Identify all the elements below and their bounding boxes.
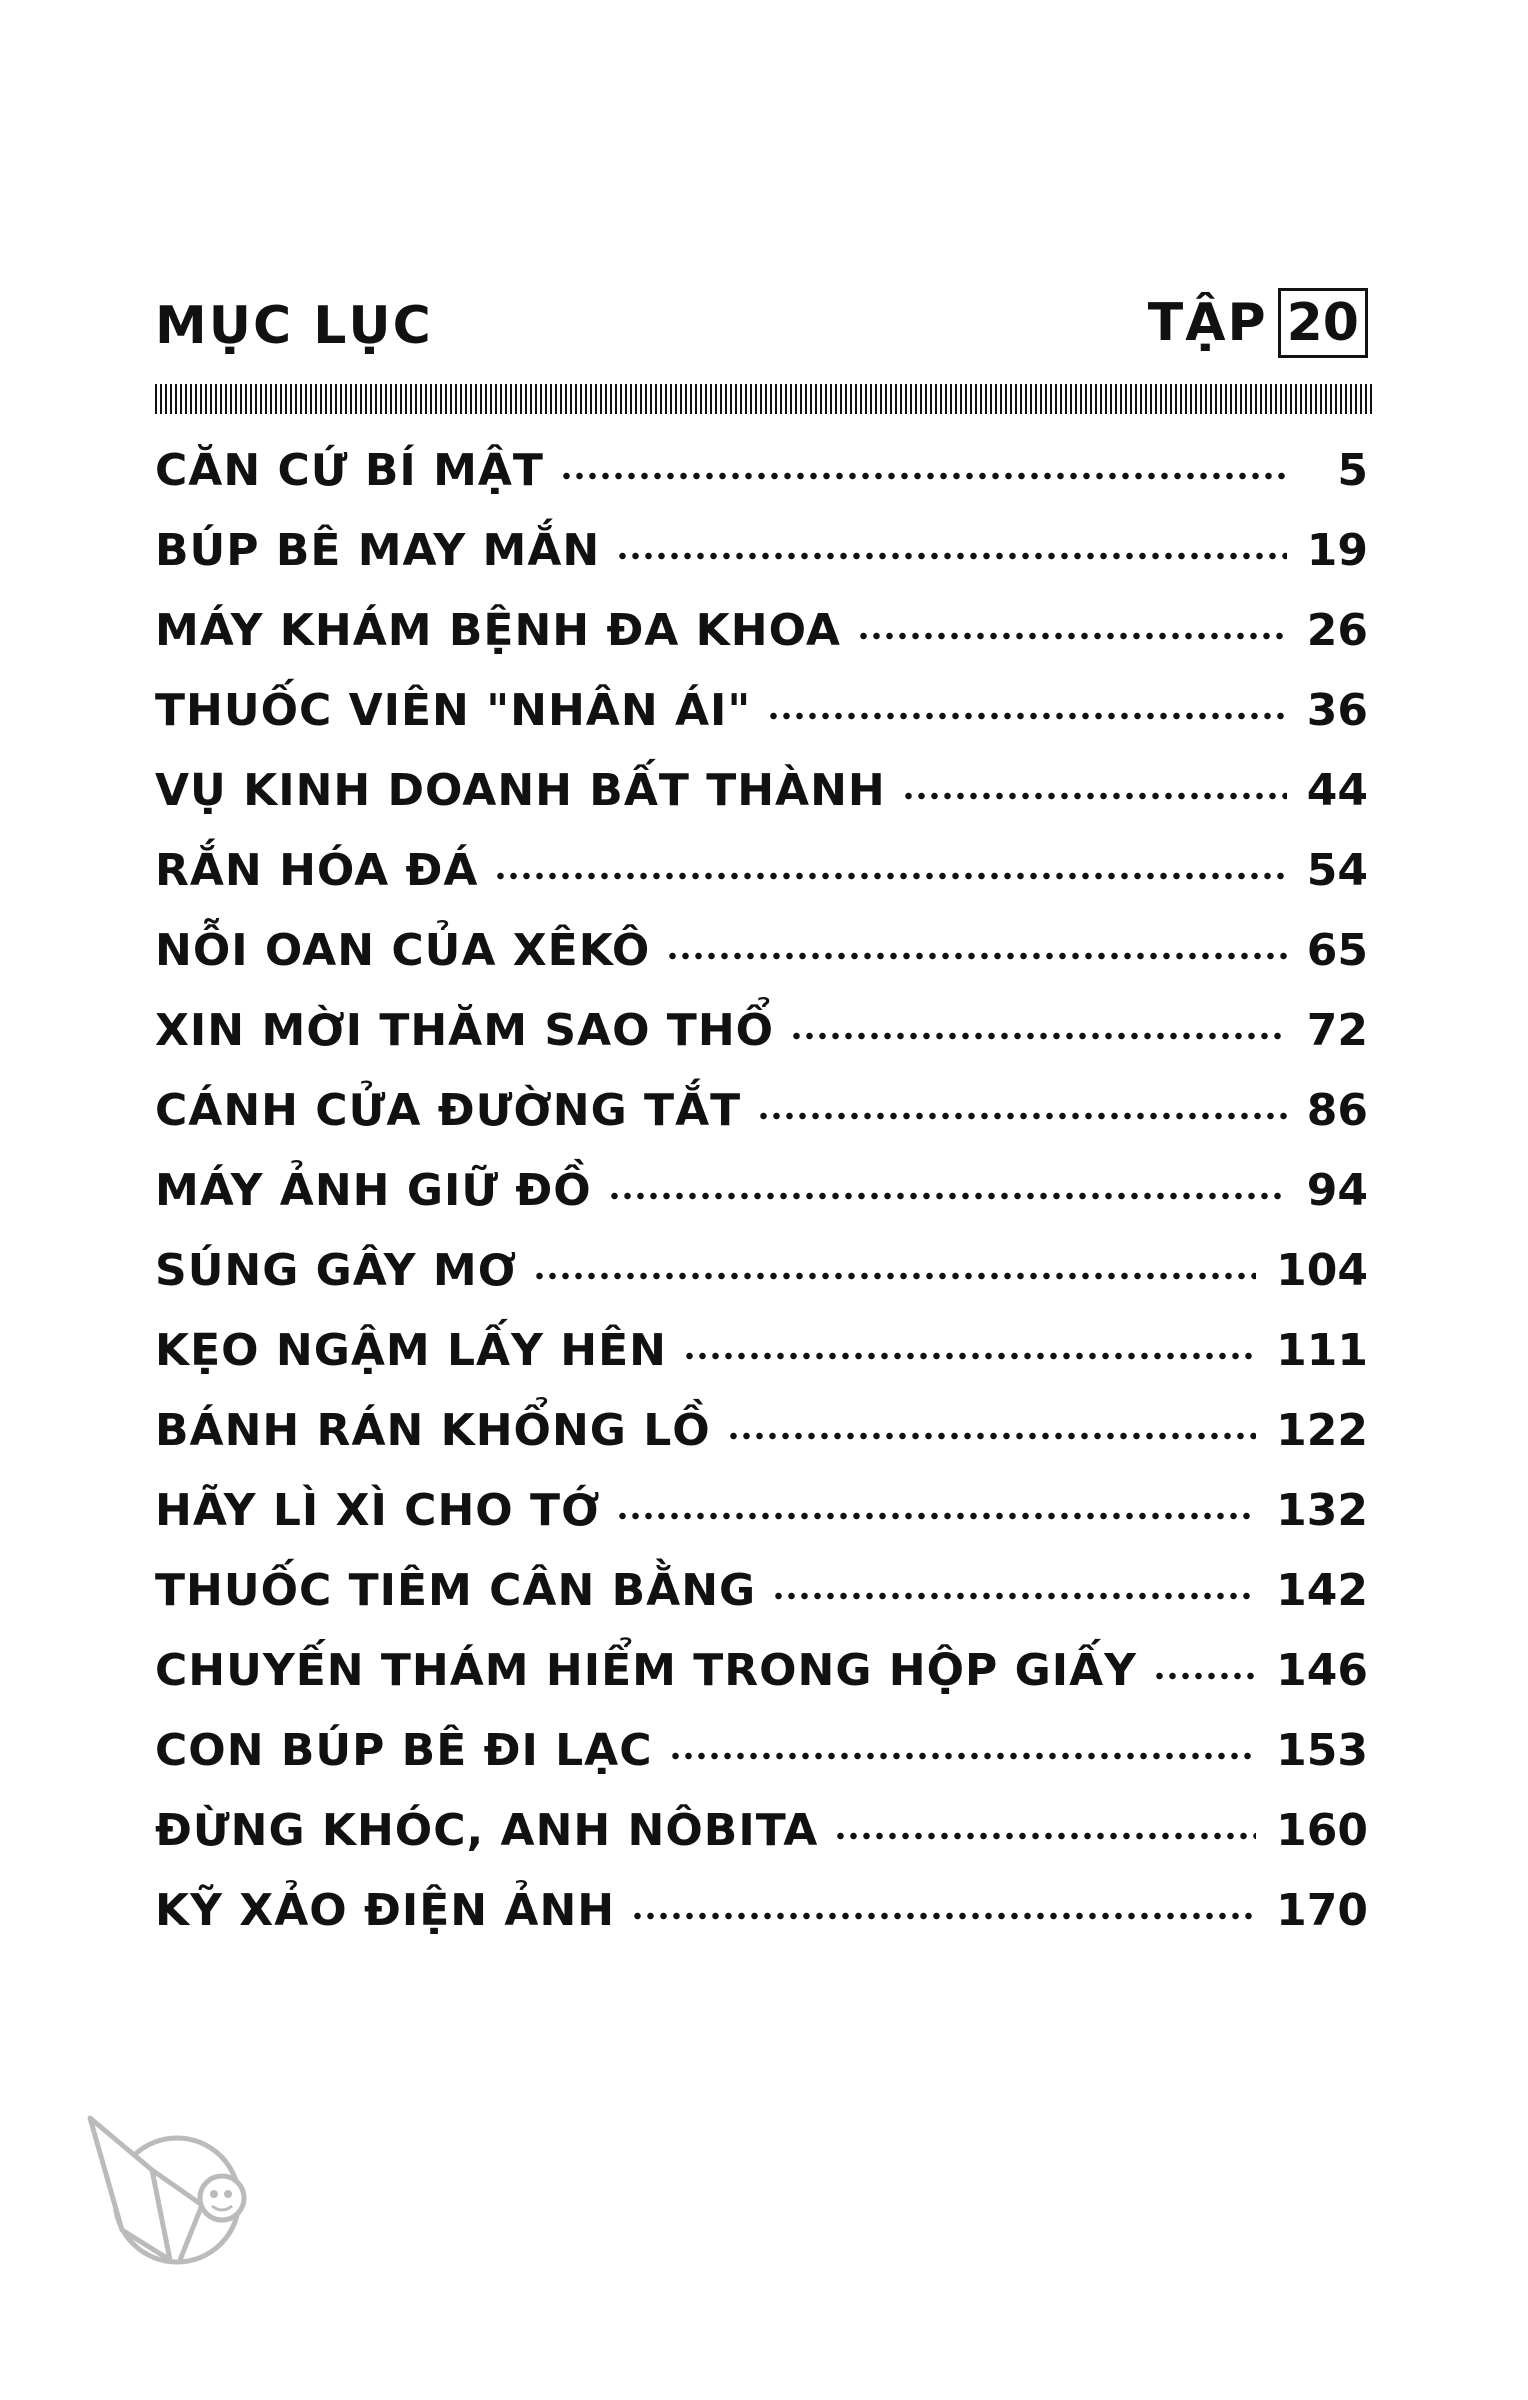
dot-leader <box>790 1032 1287 1040</box>
dot-leader <box>494 872 1286 880</box>
entry-title: SÚNG GÂY MƠ <box>155 1244 518 1296</box>
toc-entry[interactable] <box>155 1710 1368 1790</box>
entry-title: HÃY LÌ XÌ CHO TỚ <box>155 1484 601 1536</box>
header-separator <box>155 384 1372 414</box>
toc-entry[interactable] <box>155 1150 1368 1230</box>
toc-entry[interactable] <box>155 670 1368 750</box>
entry-title: BÁNH RÁN KHỔNG LỒ <box>155 1404 711 1456</box>
dot-leader <box>1153 1672 1256 1680</box>
entry-title: MÁY KHÁM BỆNH ĐA KHOA <box>155 604 841 656</box>
toc-entry[interactable] <box>155 1070 1368 1150</box>
dot-leader <box>616 552 1287 560</box>
toc-entry[interactable] <box>155 510 1368 590</box>
dot-leader <box>669 1752 1257 1760</box>
entry-page-number: 146 <box>1276 1644 1368 1696</box>
page-title: MỤC LỤC <box>155 296 433 356</box>
publisher-logo-icon <box>82 2110 257 2270</box>
entry-page-number: 26 <box>1306 604 1368 656</box>
entry-page-number: 104 <box>1276 1244 1368 1296</box>
dot-leader <box>834 1832 1256 1840</box>
toc-entry[interactable] <box>155 1790 1368 1870</box>
toc-entry[interactable] <box>155 590 1368 670</box>
entry-page-number: 111 <box>1276 1324 1368 1376</box>
dot-leader <box>902 792 1287 800</box>
entry-page-number: 36 <box>1306 684 1368 736</box>
toc-entry[interactable] <box>155 1310 1368 1390</box>
entry-title: KỸ XẢO ĐIỆN ẢNH <box>155 1884 616 1936</box>
dot-leader <box>616 1512 1256 1520</box>
entry-page-number: 65 <box>1306 924 1368 976</box>
entry-title: XIN MỜI THĂM SAO THỔ <box>155 1004 775 1056</box>
entry-page-number: 54 <box>1306 844 1368 896</box>
dot-leader <box>757 1112 1287 1120</box>
dot-leader <box>560 472 1288 480</box>
toc-list <box>155 430 1368 1950</box>
toc-entry[interactable] <box>155 750 1368 830</box>
entry-page-number: 44 <box>1306 764 1368 816</box>
entry-page-number: 5 <box>1337 444 1368 496</box>
entry-title: MÁY ẢNH GIỮ ĐỒ <box>155 1164 592 1216</box>
entry-title: VỤ KINH DOANH BẤT THÀNH <box>155 764 886 816</box>
entry-title: CHUYẾN THÁM HIỂM TRONG HỘP GIẤY <box>155 1644 1138 1696</box>
entry-title: NỖI OAN CỦA XÊKÔ <box>155 924 651 976</box>
volume-label: TẬP <box>1147 293 1268 353</box>
dot-leader <box>772 1592 1256 1600</box>
volume-indicator <box>1148 288 1368 358</box>
entry-page-number: 122 <box>1276 1404 1368 1456</box>
entry-title: CON BÚP BÊ ĐI LẠC <box>155 1724 653 1776</box>
dot-leader <box>727 1432 1256 1440</box>
dot-leader <box>767 712 1286 720</box>
entry-page-number: 142 <box>1276 1564 1368 1616</box>
toc-entry[interactable] <box>155 1470 1368 1550</box>
toc-entry[interactable] <box>155 990 1368 1070</box>
toc-entry[interactable] <box>155 1390 1368 1470</box>
entry-page-number: 170 <box>1276 1884 1368 1936</box>
dot-leader <box>631 1912 1256 1920</box>
entry-page-number: 86 <box>1306 1084 1368 1136</box>
toc-entry[interactable] <box>155 1550 1368 1630</box>
volume-number: 20 <box>1278 288 1368 358</box>
entry-title: KẸO NGẬM LẤY HÊN <box>155 1324 667 1376</box>
toc-entry[interactable] <box>155 1870 1368 1950</box>
entry-title: THUỐC VIÊN "NHÂN ÁI" <box>155 684 752 736</box>
entry-page-number: 153 <box>1276 1724 1368 1776</box>
entry-title: ĐỪNG KHÓC, ANH NÔBITA <box>155 1804 819 1856</box>
entry-page-number: 132 <box>1276 1484 1368 1536</box>
entry-page-number: 19 <box>1306 524 1368 576</box>
entry-page-number: 160 <box>1276 1804 1368 1856</box>
dot-leader <box>666 952 1287 960</box>
entry-title: RẮN HÓA ĐÁ <box>155 844 479 896</box>
entry-title: CÁNH CỬA ĐƯỜNG TẮT <box>155 1084 742 1136</box>
entry-title: CĂN CỨ BÍ MẬT <box>155 444 544 496</box>
dot-leader <box>608 1192 1287 1200</box>
entry-title: THUỐC TIÊM CÂN BẰNG <box>155 1564 757 1616</box>
entry-page-number: 72 <box>1306 1004 1368 1056</box>
entry-title: BÚP BÊ MAY MẮN <box>155 524 601 576</box>
dot-leader <box>857 632 1287 640</box>
toc-entry[interactable] <box>155 430 1368 510</box>
toc-entry[interactable] <box>155 1230 1368 1310</box>
toc-header <box>155 288 1368 368</box>
dot-leader <box>533 1272 1256 1280</box>
toc-entry[interactable] <box>155 830 1368 910</box>
toc-entry[interactable] <box>155 910 1368 990</box>
entry-page-number: 94 <box>1306 1164 1368 1216</box>
toc-entry[interactable] <box>155 1630 1368 1710</box>
dot-leader <box>683 1352 1256 1360</box>
